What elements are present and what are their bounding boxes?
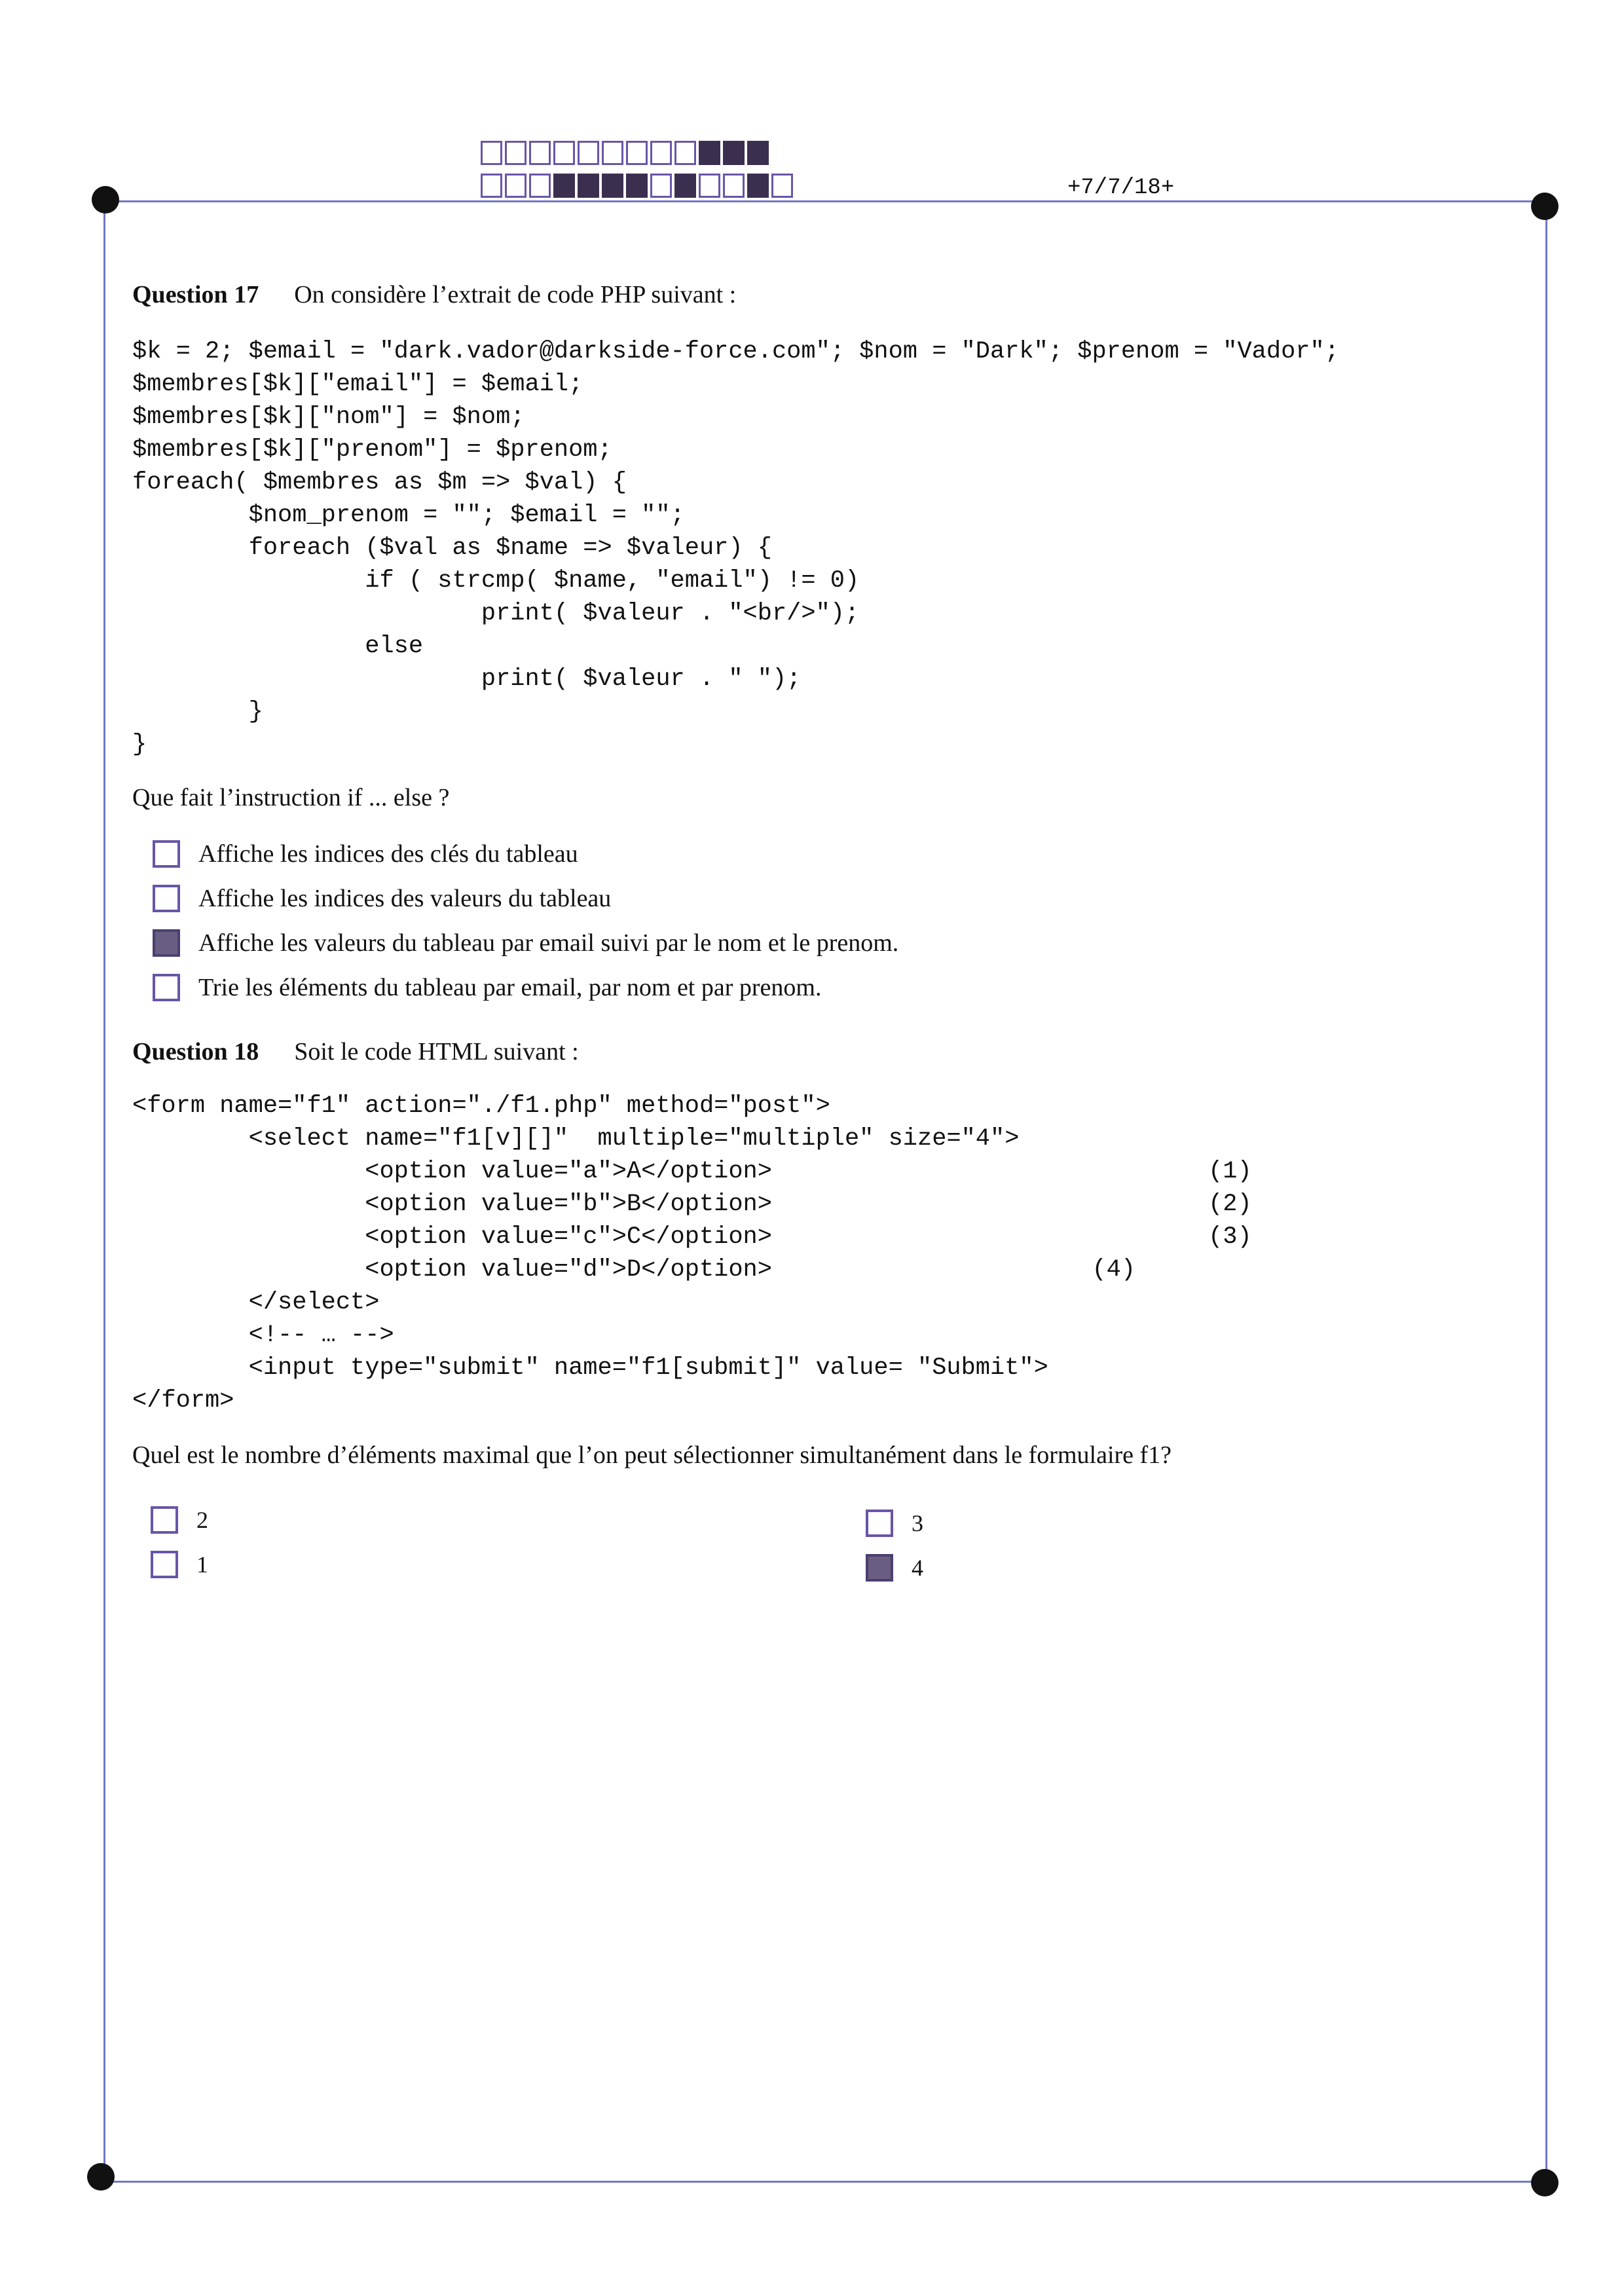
question-17-intro: On considère l’extrait de code PHP suivant : — [294, 281, 737, 308]
id-strip-top — [481, 141, 769, 165]
id-strip-cell — [674, 141, 696, 165]
checkbox-checked[interactable] — [866, 1554, 893, 1582]
id-strip-cell — [723, 174, 745, 198]
id-strip-cell — [578, 174, 599, 198]
frame-right-line — [1545, 206, 1547, 2181]
question-18-choice[interactable] — [151, 1506, 208, 1534]
id-strip-cell — [650, 141, 672, 165]
id-strip-cell — [553, 141, 575, 165]
id-strip-cell — [771, 174, 793, 198]
frame-bottom-line — [101, 2181, 1549, 2183]
id-strip-cell — [578, 141, 599, 165]
question-17-number: Question 17 — [132, 281, 259, 308]
corner-marker-top-left — [92, 186, 119, 213]
checkbox[interactable] — [153, 974, 180, 1001]
choice-label: Affiche les indices des valeurs du tableau — [198, 885, 612, 912]
id-strip-cell — [481, 174, 502, 198]
checkbox[interactable] — [866, 1509, 893, 1537]
checkbox[interactable] — [151, 1506, 178, 1534]
id-strip-cell — [505, 141, 526, 165]
id-strip-cell — [602, 141, 623, 165]
question-18-heading — [132, 1037, 579, 1066]
question-17-code: $k = 2; $email = "dark.vador@darkside-force.com"; $nom = "Dark"; $prenom = "Vador"; $membres[$k]["email"] = $email; $membres[$k]["nom"] = $nom; $membres[$k]["prenom"] = $prenom; foreach( $membres as $m => $val) { $nom_prenom = ""; $email = ""; foreach ($val as $name => $valeur) { if ( strcmp( $name, "email") != 0) print( $valeur . "<br/>"); else print( $valeur . " "); } } — [132, 338, 1339, 758]
id-strip-cell — [626, 174, 648, 198]
id-strip-cell — [481, 141, 502, 165]
question-18-intro: Soit le code HTML suivant : — [294, 1038, 579, 1065]
id-strip-cell — [747, 141, 769, 165]
choice-label: 3 — [912, 1510, 923, 1536]
question-18-number: Question 18 — [132, 1038, 259, 1065]
id-strip-cell — [529, 174, 551, 198]
question-17-choice[interactable] — [153, 840, 578, 868]
id-strip-cell — [699, 174, 720, 198]
corner-marker-bottom-left — [87, 2163, 115, 2191]
id-strip-cell — [699, 141, 720, 165]
choice-label: Affiche les valeurs du tableau par email suivi par le nom et le prenom. — [198, 929, 899, 957]
page-id: +7/7/18+ — [1067, 176, 1175, 200]
choice-label: 4 — [912, 1555, 923, 1581]
checkbox-checked[interactable] — [153, 929, 180, 957]
id-strip-cell — [650, 174, 672, 198]
choice-label: 1 — [196, 1551, 208, 1578]
question-18-choice[interactable] — [866, 1509, 923, 1537]
frame-left-line — [103, 200, 105, 2181]
question-18-choice[interactable] — [151, 1551, 208, 1578]
question-17-choice[interactable] — [153, 929, 898, 957]
choice-label: Trie les éléments du tableau par email, par nom et par prenom. — [198, 974, 822, 1001]
question-18-code: <form name="f1" action="./f1.php" method="post"> <select name="f1[v][]" multiple="multiple" size="4"> <option value="a">A</option> (1) <option value="b">B</option> (2) <option value="c">C</option> (3) <option value="d">D</option> (4) </select> <!-- … --> <input type="submit" name="f1[submit]" value= "Submit"> </form> — [132, 1092, 1252, 1415]
frame-top-line — [105, 200, 1549, 202]
id-strip-cell — [723, 141, 745, 165]
choice-label: Affiche les indices des clés du tableau — [198, 840, 578, 868]
question-17-prompt: Que fait l’instruction if ... else ? — [132, 784, 450, 811]
corner-marker-top-right — [1531, 193, 1559, 220]
choice-label: 2 — [196, 1507, 208, 1533]
id-strip-cell — [674, 174, 696, 198]
id-strip-bottom — [481, 174, 793, 198]
checkbox[interactable] — [151, 1551, 178, 1578]
id-strip-cell — [602, 174, 623, 198]
question-18-choice[interactable] — [866, 1554, 923, 1582]
id-strip-cell — [747, 174, 769, 198]
id-strip-cell — [626, 141, 648, 165]
id-strip-cell — [505, 174, 526, 198]
checkbox[interactable] — [153, 885, 180, 912]
id-strip-cell — [529, 141, 551, 165]
id-strip-cell — [553, 174, 575, 198]
question-17-heading — [132, 280, 736, 309]
question-18-prompt: Quel est le nombre d’éléments maximal que l’on peut sélectionner simultanément dans le formulaire f1? — [132, 1441, 1172, 1469]
checkbox[interactable] — [153, 840, 180, 868]
corner-marker-bottom-right — [1531, 2169, 1559, 2196]
question-17-choice[interactable] — [153, 973, 821, 1002]
question-17-choice[interactable] — [153, 884, 611, 913]
